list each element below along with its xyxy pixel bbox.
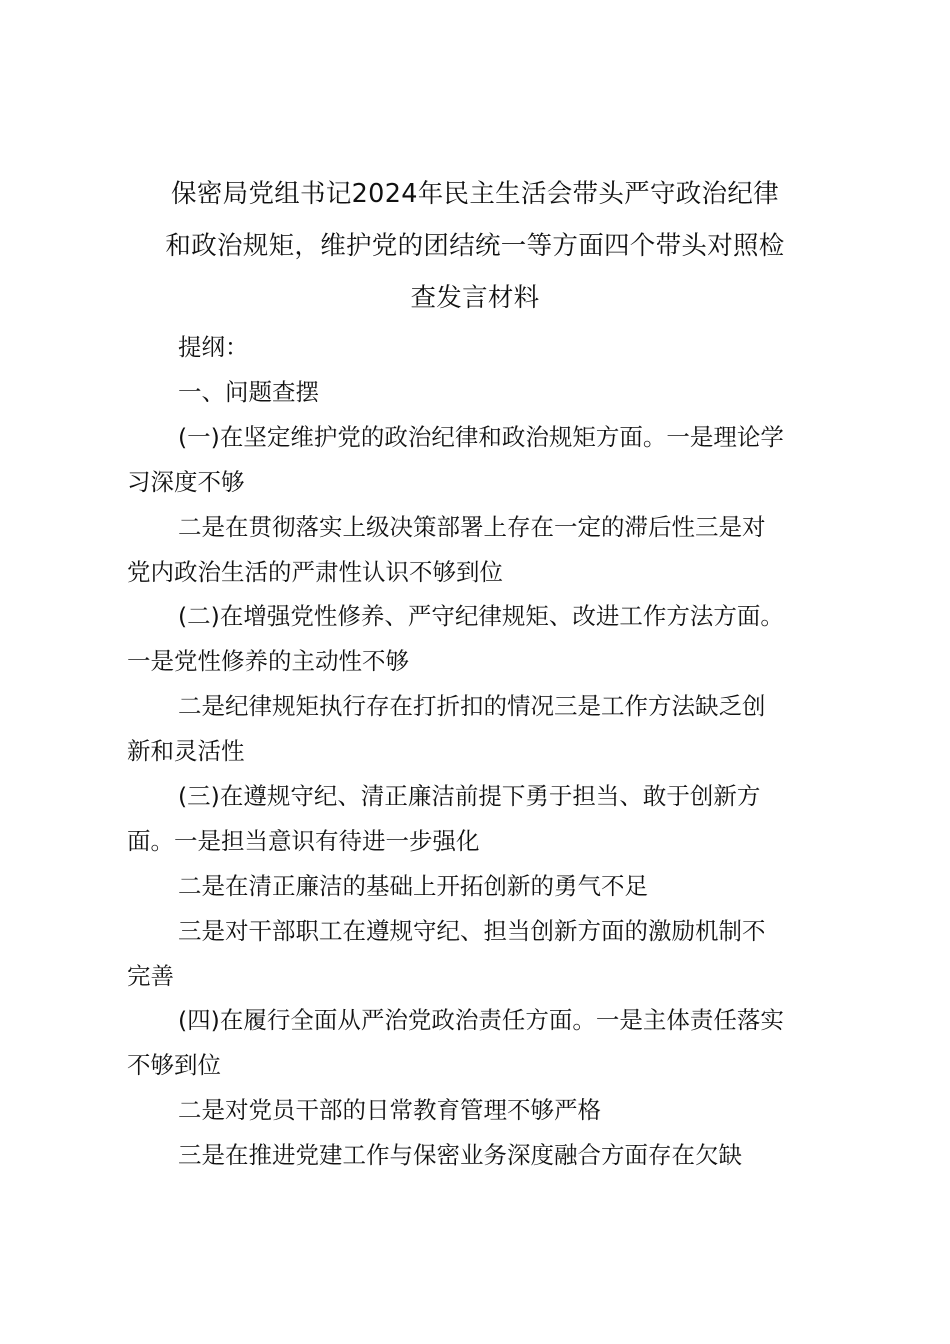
paragraph-4-line-2: 新和灵活性	[127, 737, 245, 765]
title-line-2: 和政治规矩，维护党的团结统一等方面四个带头对照检	[165, 231, 785, 261]
paragraph-8-line-2: 不够到位	[127, 1051, 221, 1079]
paragraph-5-line-1: (三)在遵规守纪、清正廉洁前提下勇于担当、敢于创新方	[178, 782, 761, 810]
paragraph-5-line-2: 面。一是担当意识有待进一步强化	[127, 827, 480, 855]
paragraph-10-line-1: 三是在推进党建工作与保密业务深度融合方面存在欠缺	[178, 1141, 742, 1169]
paragraph-3-line-1: (二)在增强党性修养、严守纪律规矩、改进工作方法方面。	[178, 602, 784, 630]
paragraph-1-line-1: (一)在坚定维护党的政治纪律和政治规矩方面。一是理论学	[178, 423, 784, 451]
paragraph-3-line-2: 一是党性修养的主动性不够	[127, 647, 409, 675]
outline-label: 提纲：	[178, 333, 249, 361]
paragraph-1-line-2: 习深度不够	[127, 468, 245, 496]
paragraph-2-line-2: 党内政治生活的严肃性认识不够到位	[127, 558, 503, 586]
paragraph-2-line-1: 二是在贯彻落实上级决策部署上存在一定的滞后性三是对	[178, 513, 766, 541]
paragraph-7-line-2: 完善	[127, 962, 174, 990]
paragraph-8-line-1: (四)在履行全面从严治党政治责任方面。一是主体责任落实	[178, 1006, 784, 1034]
section-heading: 一、问题查摆	[178, 378, 319, 406]
paragraph-7-line-1: 三是对干部职工在遵规守纪、担当创新方面的激励机制不	[178, 917, 766, 945]
paragraph-9-line-1: 二是对党员干部的日常教育管理不够严格	[178, 1096, 601, 1124]
document-title	[118, 168, 832, 324]
title-line-3: 查发言材料	[410, 283, 540, 313]
paragraph-4-line-1: 二是纪律规矩执行存在打折扣的情况三是工作方法缺乏创	[178, 692, 766, 720]
paragraph-6-line-1: 二是在清正廉洁的基础上开拓创新的勇气不足	[178, 872, 648, 900]
title-line-1: 保密局党组书记2024年民主生活会带头严守政治纪律	[171, 179, 779, 209]
